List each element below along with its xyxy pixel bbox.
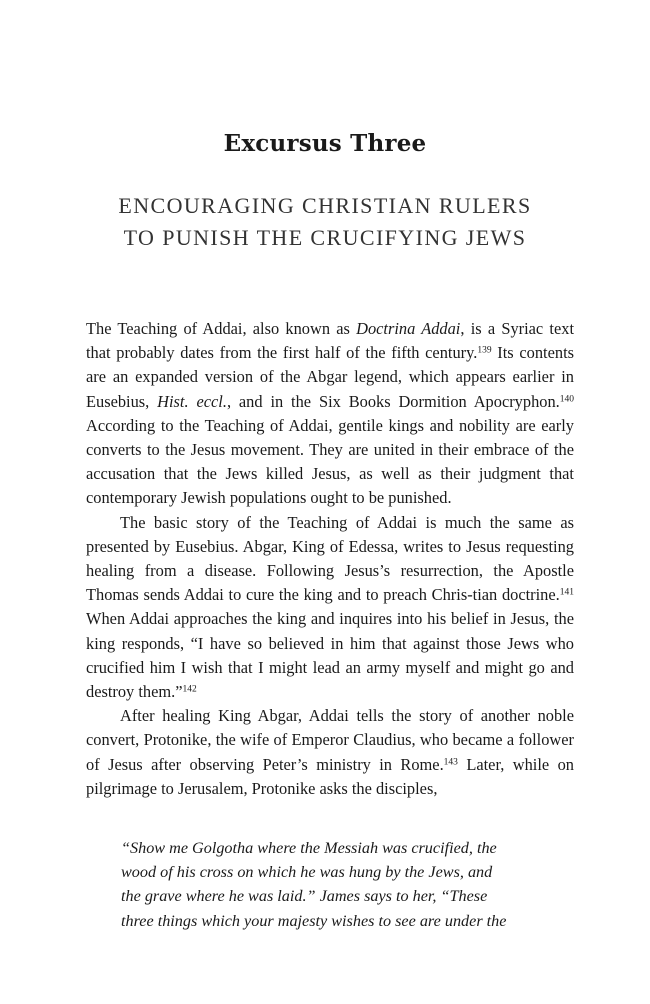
- footnote-ref-140[interactable]: 140: [559, 393, 574, 404]
- paragraph-2-text: When Addai approaches the king and inquires into his belief in Jesus, the king responds, “I have so believed in him that against those Jews who crucified him I wish that I might lead an army myself and might go and destroy them.”: [86, 609, 574, 702]
- paragraph-1: [86, 317, 574, 511]
- chapter-heading: [0, 190, 650, 254]
- paragraph-1-text: Its contents are an expanded version of the Abgar legend, which appears earlier in Eusebius,: [86, 343, 574, 411]
- paragraph-3-text: Later, while on pilgrimage to Jerusalem, Protonike asks the disciples,: [86, 754, 574, 798]
- blockquote-line: “Show me Golgotha where the Messiah was crucified, the: [121, 839, 497, 857]
- paragraph-1-text: , is a Syriac text that probably dates from the first half of the fifth century.: [86, 319, 574, 363]
- chapter-heading-line-2: TO PUNISH THE CRUCIFYING JEWS: [123, 225, 527, 250]
- doctrina-addai-italic: Doctrina Addai: [356, 319, 461, 338]
- blockquote-line: wood of his cross on which he was hung by the Jews, and: [121, 863, 493, 882]
- paragraph-3: [86, 704, 574, 801]
- paragraph-2-text: The basic story of the Teaching of Addai is much the same as presented by Eusebius. Abgar, King of Edessa, writes to Jesus requesting healing from a disease. Following Jesus’s resurrection, the Apostle Thomas sends Addai to cure the king and to preach Chris-tian doctrine.: [86, 512, 574, 605]
- footnote-ref-143[interactable]: 143: [443, 756, 458, 767]
- paragraph-1-text: , and in the Six Books Dormition Apocryphon.: [226, 391, 560, 411]
- blockquote: [121, 836, 541, 933]
- excursus-title: Excursus Three: [223, 130, 427, 157]
- paragraph-1-text: According to the Teaching of Addai, gentile kings and nobility are early converts to the Jesus movement. They are united in their embrace of the accusation that the Jews killed Jesus, as well as their judgment that contemporary Jewish populations ought to be punished.: [86, 415, 574, 508]
- body-text: [86, 317, 574, 801]
- paragraph-2: [86, 511, 574, 705]
- paragraph-3-text: After healing King Abgar, Addai tells the story of another noble convert, Protonike, the wife of Emperor Claudius, who became a follower of Jesus after observing Peter’s ministry in Rome.: [86, 706, 574, 774]
- blockquote-line: the grave where he was laid.” James says to her, “These: [121, 887, 488, 906]
- footnote-ref-139[interactable]: 139: [477, 345, 492, 356]
- hist-eccl-italic: Hist. eccl.: [157, 391, 227, 411]
- footnote-ref-141[interactable]: 141: [559, 587, 574, 598]
- footnote-ref-142[interactable]: 142: [182, 684, 197, 695]
- blockquote-line: three things which your majesty wishes to see are under the: [121, 911, 507, 930]
- paragraph-1-text: The Teaching of Addai, also known as: [86, 319, 357, 338]
- chapter-heading-line-1: ENCOURAGING CHRISTIAN RULERS: [118, 193, 532, 218]
